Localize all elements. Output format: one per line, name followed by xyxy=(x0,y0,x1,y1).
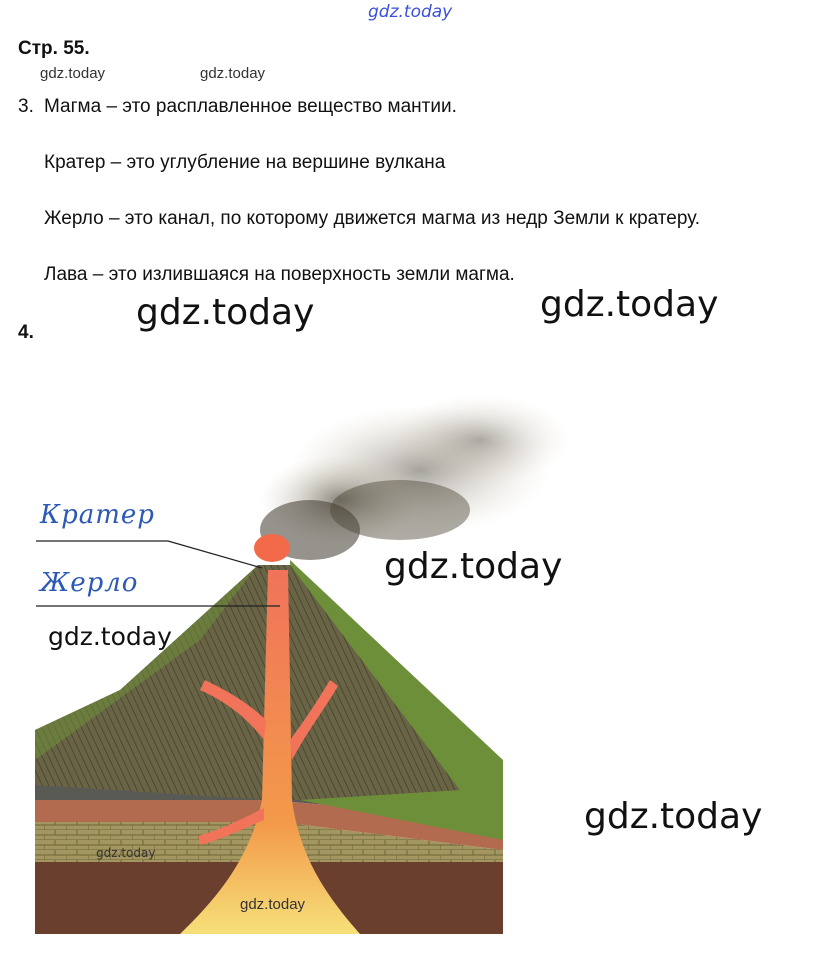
watermark-small: gdz.today xyxy=(200,65,266,82)
definition-crater: Кратер – это углубление на вершине вулкана xyxy=(44,152,446,173)
definition-magma: Магма – это расплавленное вещество мантии. xyxy=(44,96,457,117)
watermark-large: gdz.today xyxy=(136,292,315,333)
page-header: Стр. 55. xyxy=(18,38,90,59)
watermark-large: gdz.today xyxy=(540,284,719,325)
definition-lava: Лава – это излившаяся на поверхность земли магма. xyxy=(44,264,515,285)
watermark-medium: gdz.today xyxy=(48,622,172,651)
watermark-small: gdz.today xyxy=(240,896,306,913)
crater-pointer-line xyxy=(168,541,262,568)
label-crater: Кратер xyxy=(40,500,155,530)
watermark-large: gdz.today xyxy=(384,546,563,587)
watermark-small: gdz.today xyxy=(40,65,106,82)
definition-vent: Жерло – это канал, по которому движется магма из недр Земли к кратеру. xyxy=(44,208,701,229)
task-3-number: 3. xyxy=(18,96,34,117)
smoke-cloud xyxy=(260,395,570,560)
watermark-top: gdz.today xyxy=(368,2,453,22)
volcano-diagram xyxy=(0,380,820,962)
watermark-large: gdz.today xyxy=(584,796,763,837)
label-vent: Жерло xyxy=(40,568,139,598)
task-4-number: 4. xyxy=(18,322,34,343)
watermark-tiny: gdz.today xyxy=(96,846,156,860)
